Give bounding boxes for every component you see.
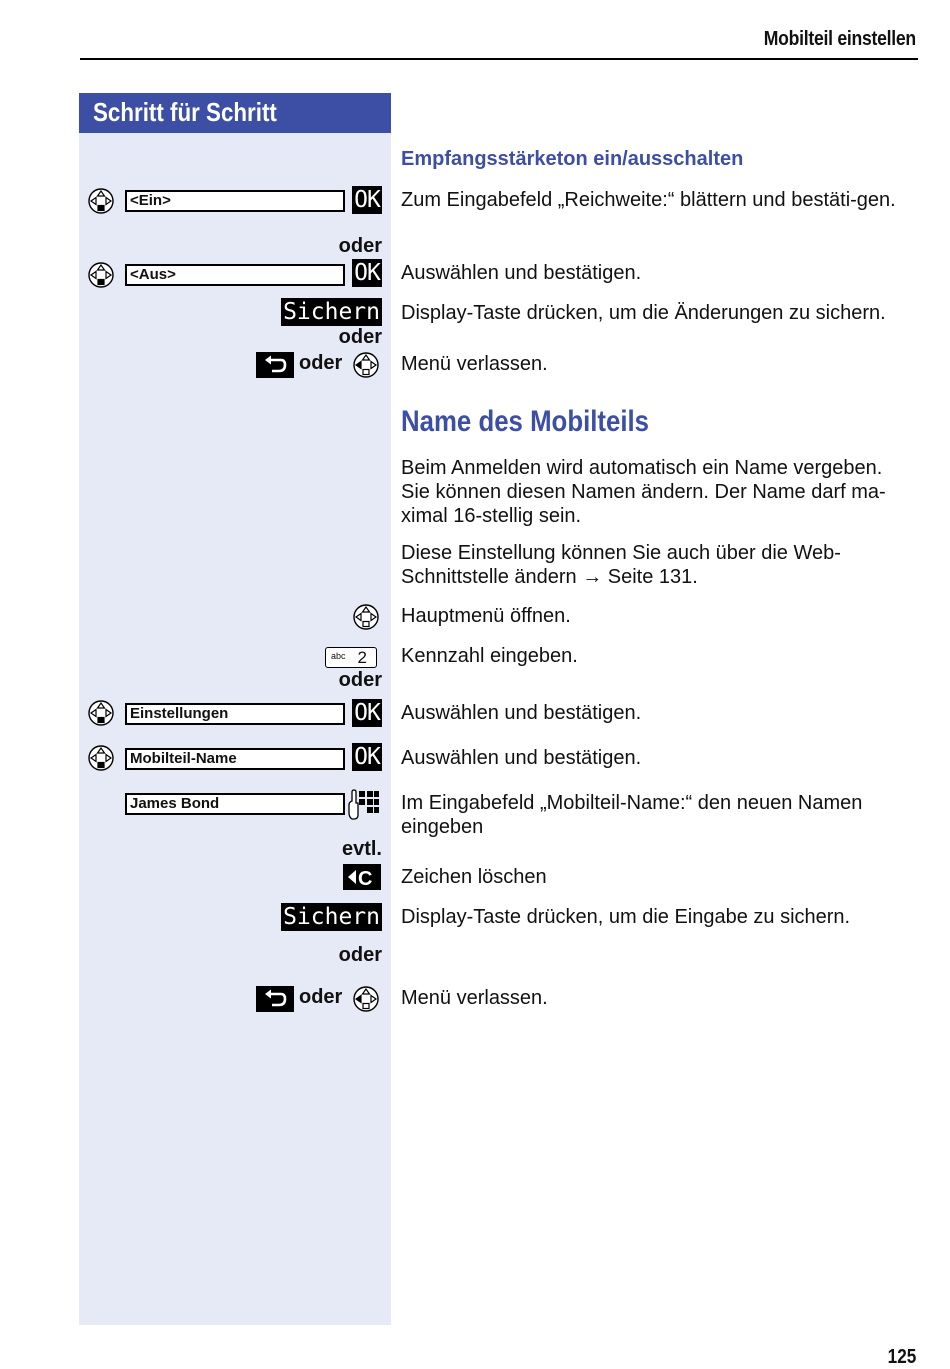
- back-key-icon[interactable]: [256, 352, 294, 378]
- ok-button[interactable]: OK: [352, 699, 382, 727]
- step-column-header: [79, 93, 391, 133]
- step-text: Display-Taste drücken, um die Eingabe zu sichern.: [401, 906, 851, 928]
- step-text: Auswählen und bestätigen.: [401, 747, 642, 769]
- nav-key-down-icon[interactable]: [88, 700, 114, 726]
- display-field-mobilteil-name: Mobilteil-Name: [125, 748, 345, 770]
- oder-label: oder: [338, 326, 382, 348]
- step-text: Zum Eingabefeld „Reichweite:“ blättern und bestäti-gen.: [401, 189, 896, 211]
- oder-label: oder: [338, 669, 382, 691]
- nav-key-down-icon[interactable]: [88, 188, 114, 214]
- step-text: Menü verlassen.: [401, 353, 548, 375]
- section-heading: Name des Mobilteils: [401, 405, 650, 438]
- oder-label: oder: [338, 944, 382, 966]
- back-key-icon[interactable]: [256, 986, 294, 1012]
- oder-label: oder: [338, 235, 382, 257]
- keypad-key-2[interactable]: [325, 647, 377, 668]
- clear-key-icon[interactable]: [343, 864, 381, 890]
- key-digit: 2: [357, 648, 367, 667]
- nav-key-down-icon[interactable]: [88, 745, 114, 771]
- evtl-label: evtl.: [341, 838, 382, 860]
- page-header-title: Mobilteil einstellen: [763, 28, 916, 50]
- nav-key-icon[interactable]: [353, 604, 379, 630]
- nav-key-left-icon[interactable]: [353, 352, 379, 378]
- display-field-ein: <Ein>: [125, 190, 345, 212]
- step-text: Zeichen löschen: [401, 866, 547, 888]
- step-text: Display-Taste drücken, um die Änderungen zu sichern.: [401, 302, 886, 324]
- nav-key-left-icon[interactable]: [353, 986, 379, 1012]
- step-text: Auswählen und bestätigen.: [401, 702, 642, 724]
- step-text: Menü verlassen.: [401, 987, 548, 1009]
- ok-button[interactable]: OK: [352, 743, 382, 771]
- paragraph: Beim Anmelden wird automatisch ein Name vergeben. Sie können diesen Namen ändern. Der Name darf ma-ximal 16-stellig sein.: [401, 457, 886, 527]
- ok-button[interactable]: OK: [352, 186, 382, 214]
- step-text: Auswählen und bestätigen.: [401, 262, 642, 284]
- display-field-aus: <Aus>: [125, 264, 345, 286]
- subheading-signal-tone: Empfangsstärketon ein/ausschalten: [401, 148, 744, 170]
- nav-key-down-icon[interactable]: [88, 262, 114, 288]
- ok-button[interactable]: OK: [352, 259, 382, 287]
- step-text: Kennzahl eingeben.: [401, 645, 578, 667]
- oder-label: oder: [299, 986, 343, 1008]
- display-field-name-input[interactable]: James Bond: [125, 793, 345, 815]
- display-field-einstellungen: Einstellungen: [125, 703, 345, 725]
- step-text: Im Eingabefeld „Mobilteil-Name:“ den neuen Namen eingeben: [401, 792, 863, 838]
- page-number: 125: [887, 1346, 916, 1368]
- key-letters: abc: [331, 651, 346, 661]
- keypad-hand-icon: [348, 789, 380, 821]
- sichern-display-key[interactable]: Sichern: [283, 904, 380, 930]
- oder-label: oder: [299, 352, 343, 374]
- sichern-display-key[interactable]: Sichern: [283, 299, 380, 325]
- step-text: Hauptmenü öffnen.: [401, 605, 571, 627]
- step-column-title: Schritt für Schritt: [93, 97, 277, 127]
- svg-text:C: C: [358, 868, 373, 890]
- header-rule: [80, 58, 918, 60]
- paragraph: Diese Einstellung können Sie auch über die Web-Schnittstelle ändern → Seite 131.: [401, 542, 841, 588]
